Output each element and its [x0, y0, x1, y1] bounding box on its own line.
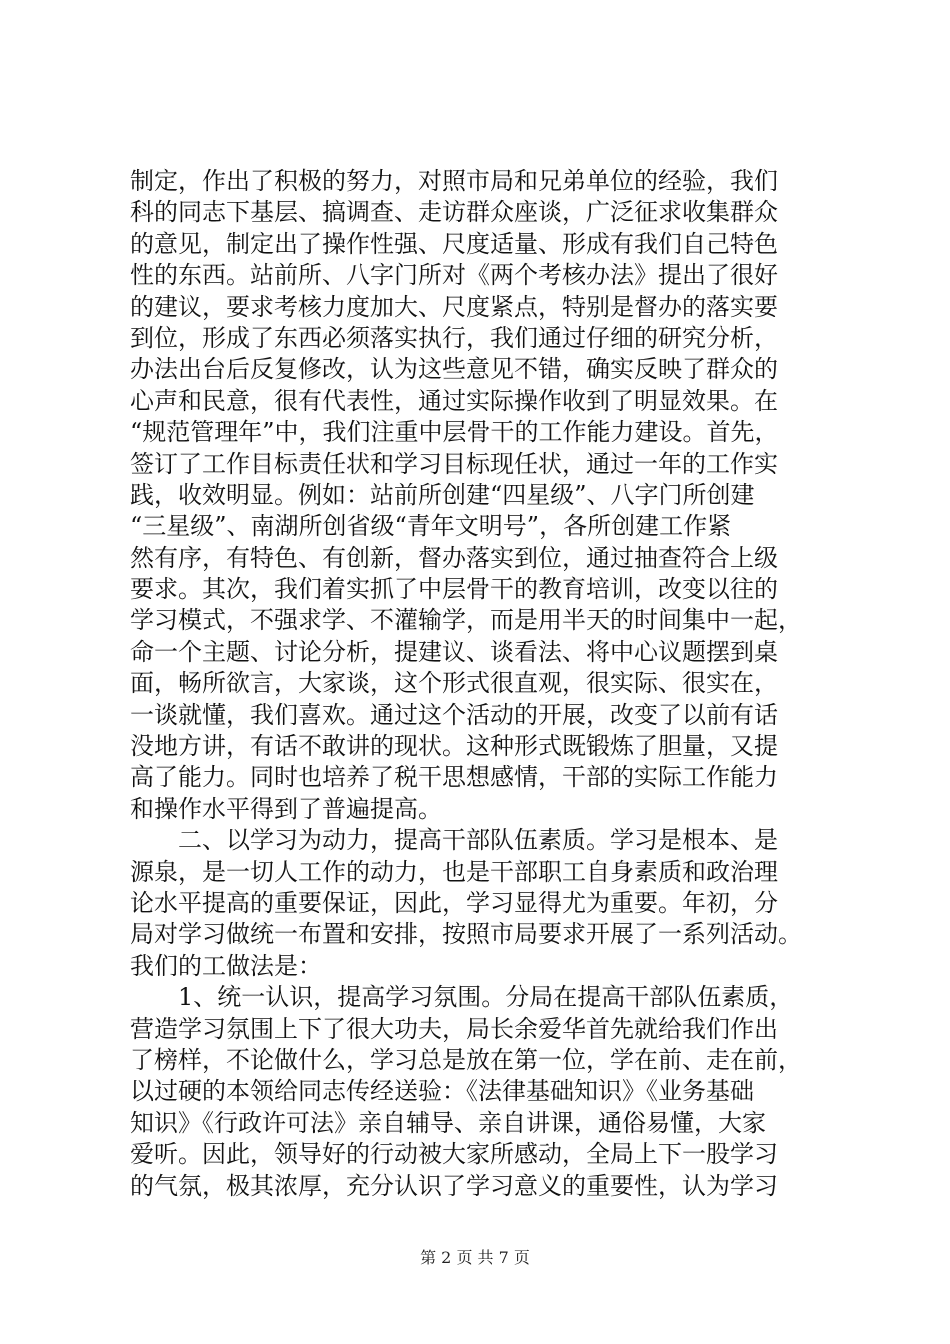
text-line: 践，收效明显。例如：站前所创建“四星级”、八字门所创建 [130, 480, 755, 509]
text-line: 的建议，要求考核力度加大、尺度紧点，特别是督办的落实要 [130, 292, 778, 321]
text-line: 二、以学习为动力，提高干部队伍素质。学习是根本、是 [130, 826, 778, 855]
text-line: 的气氛，极其浓厚，充分认识了学习意义的重要性，认为学习 [130, 1171, 778, 1200]
text-line: 源泉，是一切人工作的动力，也是干部职工自身素质和政治理 [130, 857, 778, 886]
text-line: 论水平提高的重要保证，因此，学习显得尤为重要。年初，分 [130, 888, 778, 917]
text-line: 高了能力。同时也培养了税干思想感情，干部的实际工作能力 [130, 763, 778, 792]
body-text [130, 166, 850, 1202]
text-line: 签订了工作目标责任状和学习目标现任状，通过一年的工作实 [130, 449, 778, 478]
text-line: 到位，形成了东西必须落实执行，我们通过仔细的研究分析， [130, 323, 778, 352]
text-line: 局对学习做统一布置和安排，按照市局要求开展了一系列活动。 [130, 920, 802, 949]
text-line: 1、统一认识，提高学习氛围。分局在提高干部队伍素质， [130, 983, 794, 1012]
text-line: 的意见，制定出了操作性强、尺度适量、形成有我们自己特色 [130, 229, 778, 258]
text-line: 然有序，有特色、有创新，督办落实到位，通过抽查符合上级 [130, 543, 778, 572]
text-line: 营造学习氛围上下了很大功夫，局长余爱华首先就给我们作出 [130, 1014, 778, 1043]
text-line: 知识》《行政许可法》亲自辅导、亲自讲课，通俗易懂，大家 [130, 1108, 766, 1137]
text-line: 和操作水平得到了普遍提高。 [130, 794, 442, 823]
text-line: 命一个主题、讨论分析，提建议、谈看法、将中心议题摆到桌 [130, 637, 778, 666]
text-line: 面，畅所欲言，大家谈，这个形式很直观，很实际、很实在， [130, 669, 778, 698]
page-number-footer: 第 2 页 共 7 页 [420, 1248, 530, 1267]
text-line: 一谈就懂，我们喜欢。通过这个活动的开展，改变了以前有话 [130, 700, 778, 729]
text-line: “规范管理年”中，我们注重中层骨干的工作能力建设。首先， [130, 418, 779, 447]
text-line: “三星级”、南湖所创省级“青年文明号”，各所创建工作紧 [130, 512, 732, 541]
text-line: 我们的工做法是： [130, 951, 322, 980]
text-line: 制定，作出了积极的努力，对照市局和兄弟单位的经验，我们 [130, 167, 778, 195]
text-line: 科的同志下基层、搞调查、走访群众座谈，广泛征求收集群众 [130, 198, 778, 227]
text-line: 了榜样，不论做什么，学习总是放在第一位，学在前、走在前， [130, 1045, 802, 1074]
text-line: 心声和民意，很有代表性，通过实际操作收到了明显效果。在 [130, 386, 778, 415]
text-line: 办法出台后反复修改，认为这些意见不错，确实反映了群众的 [130, 355, 778, 384]
text-line: 性的东西。站前所、八字门所对《两个考核办法》提出了很好 [130, 261, 778, 290]
text-line: 学习模式，不强求学、不灌输学，而是用半天的时间集中一起， [130, 606, 802, 635]
text-line: 没地方讲，有话不敢讲的现状。这种形式既锻炼了胆量，又提 [130, 732, 778, 761]
text-line: 爱听。因此，领导好的行动被大家所感动，全局上下一股学习 [130, 1140, 778, 1169]
text-line: 要求。其次，我们着实抓了中层骨干的教育培训，改变以往的 [130, 575, 778, 604]
text-line: 以过硬的本领给同志传经送验：《法律基础知识》《业务基础 [130, 1077, 754, 1106]
